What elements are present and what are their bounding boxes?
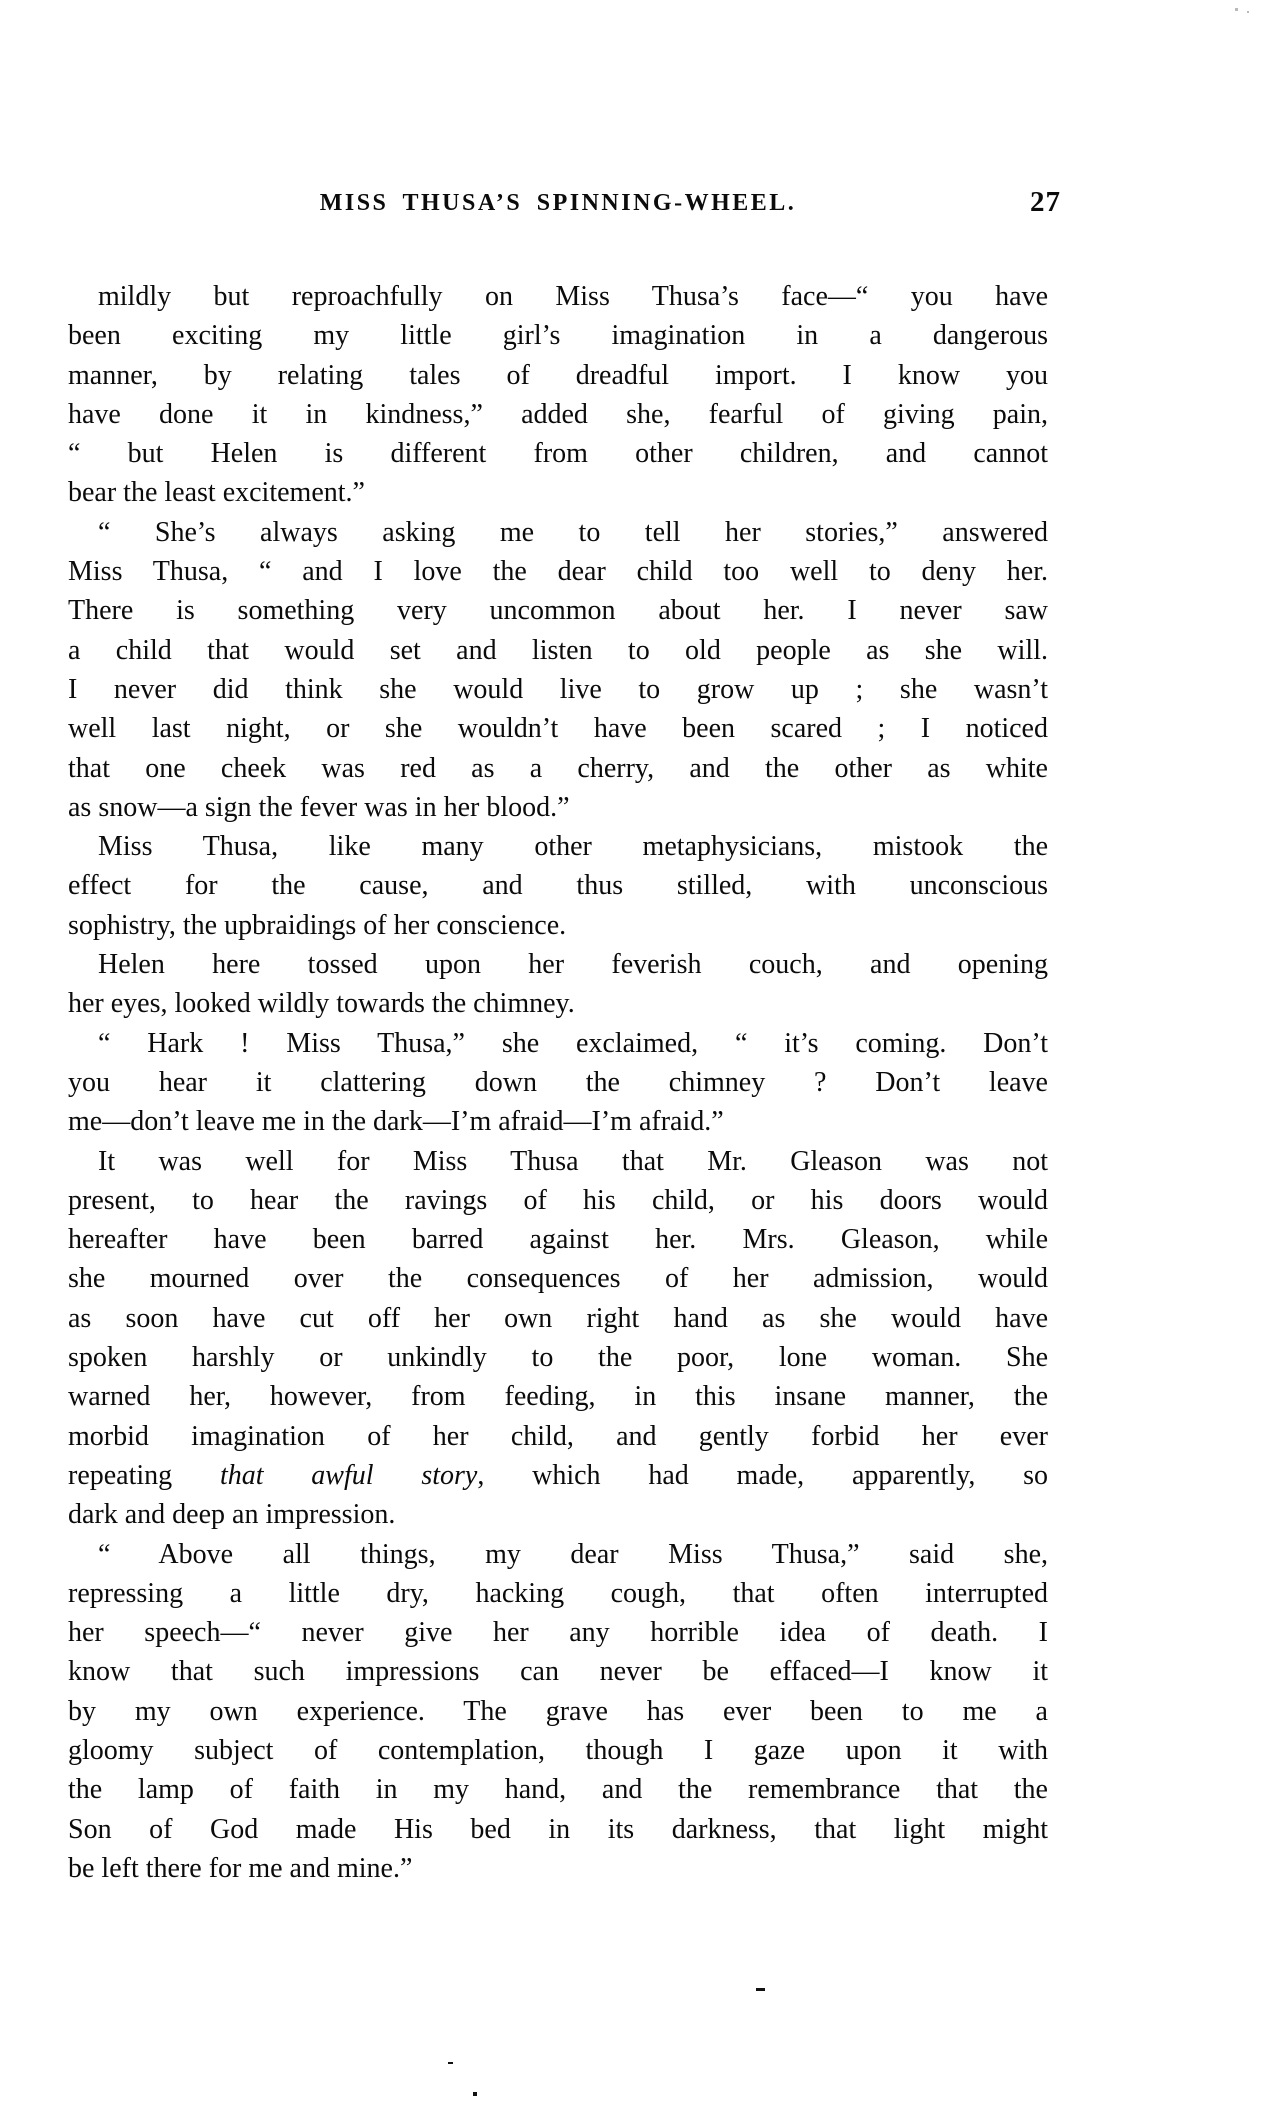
text-line: Son of God made His bed in its darkness, that light might bbox=[68, 1813, 1048, 1845]
text-line: Miss Thusa, like many other metaphysicians, mistook the bbox=[98, 831, 1048, 863]
text-line: by my own experience. The grave has ever been to me a bbox=[68, 1695, 1048, 1727]
text-line: hereafter have been barred against her. Mrs. Gleason, while bbox=[68, 1224, 1048, 1256]
text-line: have done it in kindness,” added she, fearful of giving pain, bbox=[68, 398, 1048, 430]
text-line: well last night, or she wouldn’t have been scared ; I noticed bbox=[68, 713, 1048, 745]
text-line: you hear it clattering down the chimney ? Don’t leave bbox=[68, 1066, 1048, 1098]
italic-phrase: that awful story bbox=[219, 1459, 478, 1491]
scan-speck bbox=[756, 1988, 765, 1991]
text-line: been exciting my little girl’s imagination in a dangerous bbox=[68, 320, 1048, 352]
text-line: “ She’s always asking me to tell her stories,” answered bbox=[98, 516, 1048, 548]
scan-speck bbox=[473, 2092, 477, 2096]
text-column bbox=[68, 277, 1048, 1888]
text-line: warned her, however, from feeding, in this insane manner, the bbox=[68, 1381, 1048, 1413]
text-line: be left there for me and mine.” bbox=[68, 1852, 413, 1884]
text-line: repressing a little dry, hacking cough, that often interrupted bbox=[68, 1577, 1048, 1609]
text-line: spoken harshly or unkindly to the poor, lone woman. She bbox=[68, 1342, 1048, 1374]
text-line: as soon have cut off her own right hand as she would have bbox=[68, 1302, 1048, 1334]
page-title: MISS THUSA’S SPINNING-WHEEL. bbox=[319, 189, 797, 217]
text-line: present, to hear the ravings of his child, or his doors would bbox=[68, 1184, 1048, 1216]
text-line: Miss Thusa, “ and I love the dear child too well to deny her. bbox=[68, 556, 1048, 588]
scan-speck bbox=[448, 2062, 453, 2064]
text-line: dark and deep an impression. bbox=[68, 1499, 396, 1531]
text-line: that one cheek was red as a cherry, and the other as white bbox=[68, 752, 1048, 784]
text-line: repeating that awful story, which had made, apparently, so bbox=[68, 1459, 1048, 1491]
text-line: me—don’t leave me in the dark—I’m afraid—I’m afraid.” bbox=[68, 1106, 724, 1138]
text-line: her speech—“ never give her any horrible idea of death. I bbox=[68, 1617, 1048, 1649]
scan-speck bbox=[1235, 8, 1238, 11]
text-line: she mourned over the consequences of her admission, would bbox=[68, 1263, 1048, 1295]
text-line: “ Above all things, my dear Miss Thusa,” said she, bbox=[98, 1538, 1048, 1570]
running-head bbox=[68, 186, 1061, 224]
scan-speck bbox=[1247, 11, 1249, 13]
text-line: manner, by relating tales of dreadful import. I know you bbox=[68, 359, 1048, 391]
text-line: effect for the cause, and thus stilled, with unconscious bbox=[68, 870, 1048, 902]
text-line: gloomy subject of contemplation, though I gaze upon it with bbox=[68, 1734, 1048, 1766]
page-number: 27 bbox=[1030, 186, 1061, 218]
text-line: There is something very uncommon about her. I never saw bbox=[68, 595, 1048, 627]
text-line: a child that would set and listen to old people as she will. bbox=[68, 634, 1048, 666]
text-line: morbid imagination of her child, and gently forbid her ever bbox=[68, 1420, 1048, 1452]
text-line: “ but Helen is different from other children, and cannot bbox=[68, 438, 1048, 470]
text-line: as snow—a sign the fever was in her blood.” bbox=[68, 791, 570, 823]
text-line: Helen here tossed upon her feverish couch, and opening bbox=[98, 949, 1048, 981]
text-line: It was well for Miss Thusa that Mr. Gleason was not bbox=[98, 1145, 1048, 1177]
text-line: bear the least excitement.” bbox=[68, 477, 365, 509]
text-line: mildly but reproachfully on Miss Thusa’s face—“ you have bbox=[98, 281, 1048, 312]
text-line: sophistry, the upbraidings of her conscience. bbox=[68, 909, 567, 941]
text-line: her eyes, looked wildly towards the chimney. bbox=[68, 988, 575, 1020]
text-line: the lamp of faith in my hand, and the remembrance that the bbox=[68, 1774, 1048, 1806]
text-line: I never did think she would live to grow up ; she wasn’t bbox=[68, 673, 1048, 705]
text-line: “ Hark ! Miss Thusa,” she exclaimed, “ it’s coming. Don’t bbox=[98, 1027, 1048, 1059]
text-line: know that such impressions can never be effaced—I know it bbox=[68, 1656, 1048, 1688]
